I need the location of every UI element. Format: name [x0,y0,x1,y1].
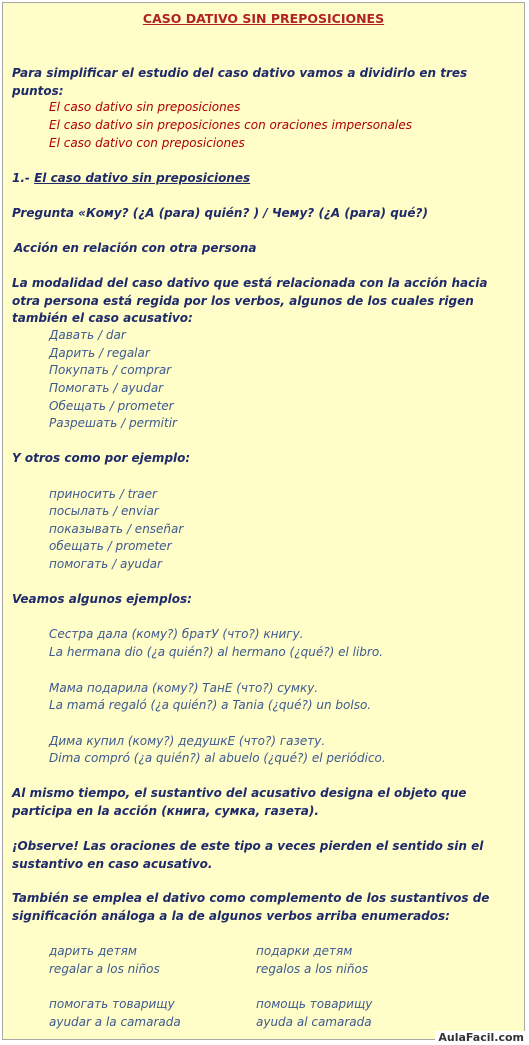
pair-left-ru: дарить детям [49,944,137,958]
example-es: La hermana dio (¿a quién?) al hermano (¿qué?) el libro. [49,645,383,659]
point-3: El caso dativo con preposiciones [49,136,245,150]
example-ru: Сестра дала (кому?) братУ (что?) книгу. [49,627,304,641]
others-intro: Y otros como por ejemplo: [12,451,191,465]
verb-item: Дарить / regalar [49,346,150,360]
verb-item: Покупать / comprar [49,363,172,377]
action-text: Acción en relación con otra persona [14,241,257,255]
verb-item: показывать / enseñar [49,522,184,536]
verb-item: Разрешать / permitir [49,416,177,430]
pair-left-es: regalar a los niños [49,962,160,976]
verb-item: помогать / ayudar [49,557,162,571]
verb-item: Помогать / ayudar [49,381,164,395]
section-heading [12,170,517,188]
intro-text: Para simplificar el estudio del caso dativo vamos a dividirlo en tres puntos: [12,66,468,98]
point-1: El caso dativo sin preposiciones [49,100,241,114]
verb-item: посылать / enviar [49,504,159,518]
lesson-card [2,2,525,1040]
pair-left-ru: помогать товарищу [49,997,175,1011]
verb-item: Давать / dar [49,328,126,342]
modality-text: La modalidad del caso dativo que está relacionada con la acción hacia otra persona está regida por los verbos, algunos de los cuales rigen también el caso acusativo: [12,276,488,325]
examples-intro: Veamos algunos ejemplos: [12,592,192,606]
pair-right-es: regalos a los niños [256,962,369,976]
pair-right-ru: подарки детям [256,944,353,958]
example-es: Dima compró (¿a quién?) al abuelo (¿qué?) el periódico. [49,751,386,765]
pair-right-ru: помощь товарищу [256,997,373,1011]
observe-text: ¡Observe! Las oraciones de este tipo a veces pierden el sentido sin el sustantivo en caso acusativo. [12,839,484,871]
verb-item: обещать / prometer [49,539,172,553]
section-title: El caso dativo sin preposiciones [34,171,251,185]
pair-right-es: ayuda al camarada [256,1015,372,1029]
pair-left-es: ayudar a la camarada [49,1015,181,1029]
verb-item: Обещать / prometer [49,399,174,413]
question-text: Pregunta «Кому? (¿A (para) quién? ) / Чему? (¿A (para) qué?) [12,206,428,220]
section-number: 1.- [12,171,30,185]
example-ru: Дима купил (кому?) дедушкЕ (что?) газету. [49,734,326,748]
same-time-text: Al mismo tiempo, el sustantivo del acusativo designa el objeto que participa en la acción (книга, сумка, газета). [12,786,467,818]
also-text: También se emplea el dativo como complemento de los sustantivos de significación análoga a la de algunos verbos arriba enumerados: [12,891,490,923]
page-title: CASO DATIVO SIN PREPOSICIONES [142,11,385,26]
example-ru: Мама подарила (кому?) ТанЕ (что?) сумку. [49,681,319,695]
point-2: El caso dativo sin preposiciones con oraciones impersonales [49,118,412,132]
verb-item: приносить / traer [49,487,157,501]
site-watermark: AulaFacil.com [435,1031,527,1045]
example-es: La mamá regaló (¿a quién?) a Tania (¿qué?) un bolso. [49,698,372,712]
